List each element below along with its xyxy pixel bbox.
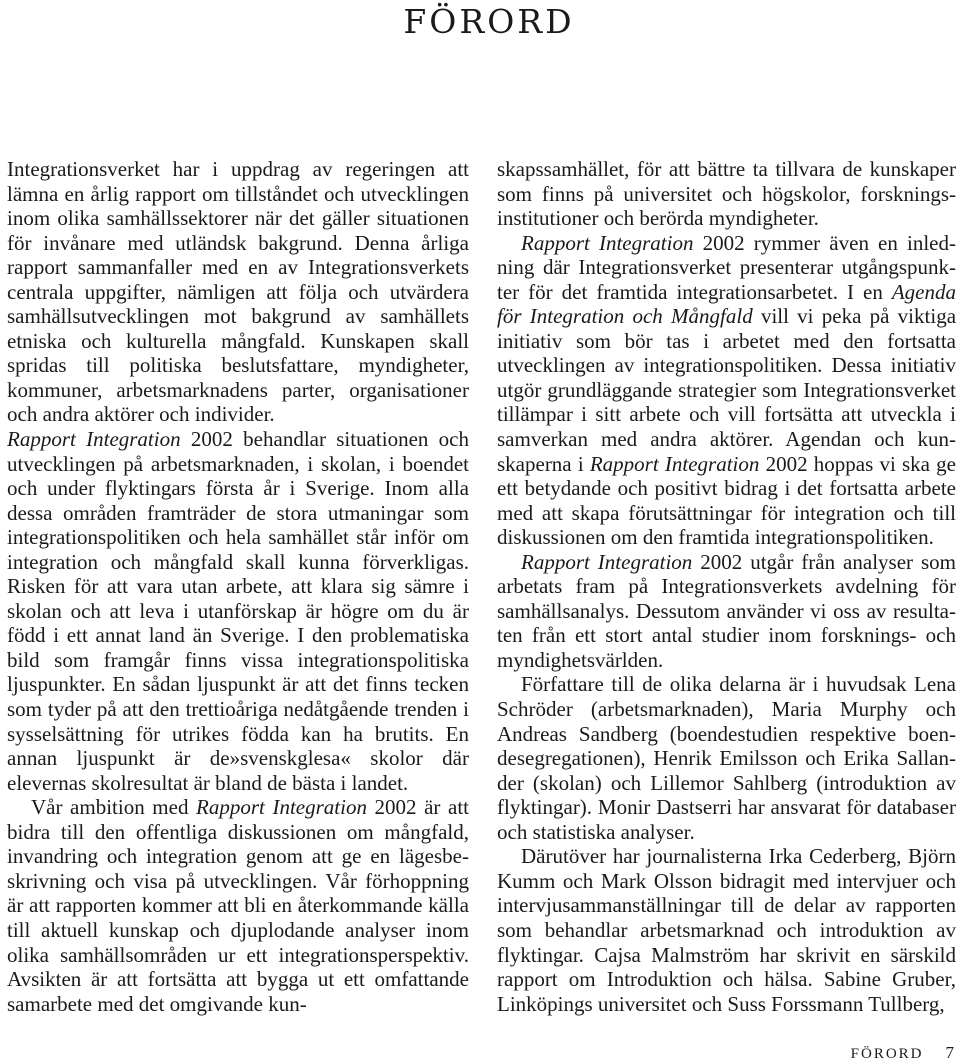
paragraph-text: Integrationsverket har i uppdrag av regeringen att lämna en årlig rapport om tillståndet och utvecklingen inom olika samhällssektorer när det gäller situationen för invånare med utländsk bakgrund. Denna årliga rapport sammanfaller med en av Integrationsverkets centrala uppgifter, nämligen att följa och utvärdera samhällsutvecklingen mot bakgrund av samhällets etniska och kulturella mångfald. Kunskapen skall spridas till politiska beslutsfattare, myndigheter, kommuner, arbetsmarknadens parter, organisationer och andra aktörer och individer.	[7, 157, 469, 427]
paragraph	[497, 550, 956, 673]
italic-title: Rapport Integration	[589, 451, 760, 476]
paragraph	[497, 672, 956, 844]
paragraph	[7, 795, 469, 1016]
italic-title: Rapport Integration	[521, 549, 693, 574]
page-number: 7	[945, 1043, 954, 1062]
paragraph-text: 2002 rymmer även en inledning där Integrationsverket presenterar utgångspunkter för det framtida integrationsarbetet. I en	[497, 230, 956, 304]
page-title: FÖRORD	[403, 2, 575, 41]
paragraph-text: vill vi peka på viktiga initiativ som bör tas i arbetet med den fortsatta utvecklingen av integrationspolitiken. Dessa initiativ utgör grundläggande strategier som Integrationsverket tillämpar i sitt arbete och vill fortsätta att utveckla i samverkan med andra aktörer. Agendan och kunskaperna i	[497, 304, 957, 476]
paragraph	[497, 231, 956, 550]
paragraph	[497, 157, 956, 231]
paragraph-text: 2002 hoppas vi ska ge ett betydande och positivt bidrag i det fortsatta arbete med att skapa förutsättningar för integration och till diskussionen om den framtida integrationspolitiken.	[497, 451, 956, 550]
left-column	[7, 157, 469, 1016]
page-footer	[851, 1043, 954, 1063]
footer-label: FÖRORD	[850, 1046, 924, 1062]
paragraph-text: 2002 utgår från analyser som arbetats fram på Integrationsverkets avdelning för samhällsanalys. Dessutom använder vi oss av resultaten från ett stort antal studier inom forsknings- och myndighetsvärlden.	[497, 549, 956, 672]
paragraph-text: Vår ambition med	[31, 795, 197, 820]
paragraph-text: 2002 behandlar situationen och utvecklingen på arbetsmarknaden, i skolan, i boendet och under flyktingars första år i Sverige. Inom alla dessa områden framträder de stora utmaningar som integrationspolitiken och hela samhället står inför om integration och mångfald skall kunna förverkligas. Risken för att vara utan arbete, att klara sig sämre i skolan och att leva i utanförskap är högre om du är född i ett annat land än Sverige. I den problematiska bild som framgår finns vissa integrationspolitiska ljuspunkter. En sådan ljuspunkt är att det finns tecken som tyder på att den trettioåriga nedåtgående trenden i sysselsättning för utrikes födda kan ha brutits. En annan ljuspunkt är de»svenskglesa« skolor där elevernas skolresultat är bland de bästa i landet.	[7, 427, 469, 795]
italic-title: Rapport Integration	[7, 427, 181, 452]
italic-title: Agenda för Integration och Mångfald	[497, 279, 956, 329]
paragraph-text: 2002 är att bidra till den offentliga diskussionen om mångfald, invandring och integration genom att ge en lägesbeskrivning och visa på utvecklingen. Vår förhoppning är att rapporten kommer att bli en återkommande källa till aktuell kunskap och djuplodande analyser inom olika samhällsområden ur ett integrationsperspektiv. Avsikten är att fortsätta att bygga ut ett omfattande samarbete med det omgivande kun-	[7, 795, 469, 1016]
italic-title: Rapport Integration	[521, 230, 694, 255]
paragraph	[7, 157, 469, 427]
paragraph-text: Därutöver har journalisterna Irka Cederberg, Björn Kumm och Mark Olsson bidragit med intervjuer och intervjusammanställningar till de delar av rapporten som behandlar arbetsmarknad och introduktion av flyktingar. Cajsa Malmström har skrivit en särskild rapport om Introduktion och hälsa. Sabine Gruber, Linköpings universitet och Suss Forssmann Tullberg,	[497, 844, 956, 1016]
paragraph-text: skapssamhället, för att bättre ta tillvara de kunskaper som finns på universitet och högskolor, forskningsinstitutioner och berörda myndigheter.	[497, 157, 956, 231]
paragraph-text: Författare till de olika delarna är i huvudsak Lena Schröder (arbetsmarknaden), Maria Murphy och Andreas Sandberg (boendestudien respektive boendesegregationen), Henrik Emilsson och Erika Sallander (skolan) och Lillemor Sahlberg (introduktion av flyktingar). Monir Dastserri har ansvarat för databaser och statistiska analyser.	[497, 672, 956, 844]
paragraph	[497, 844, 956, 1016]
paragraph	[7, 427, 469, 795]
italic-title: Rapport Integration	[196, 795, 367, 820]
right-column	[497, 157, 956, 1016]
